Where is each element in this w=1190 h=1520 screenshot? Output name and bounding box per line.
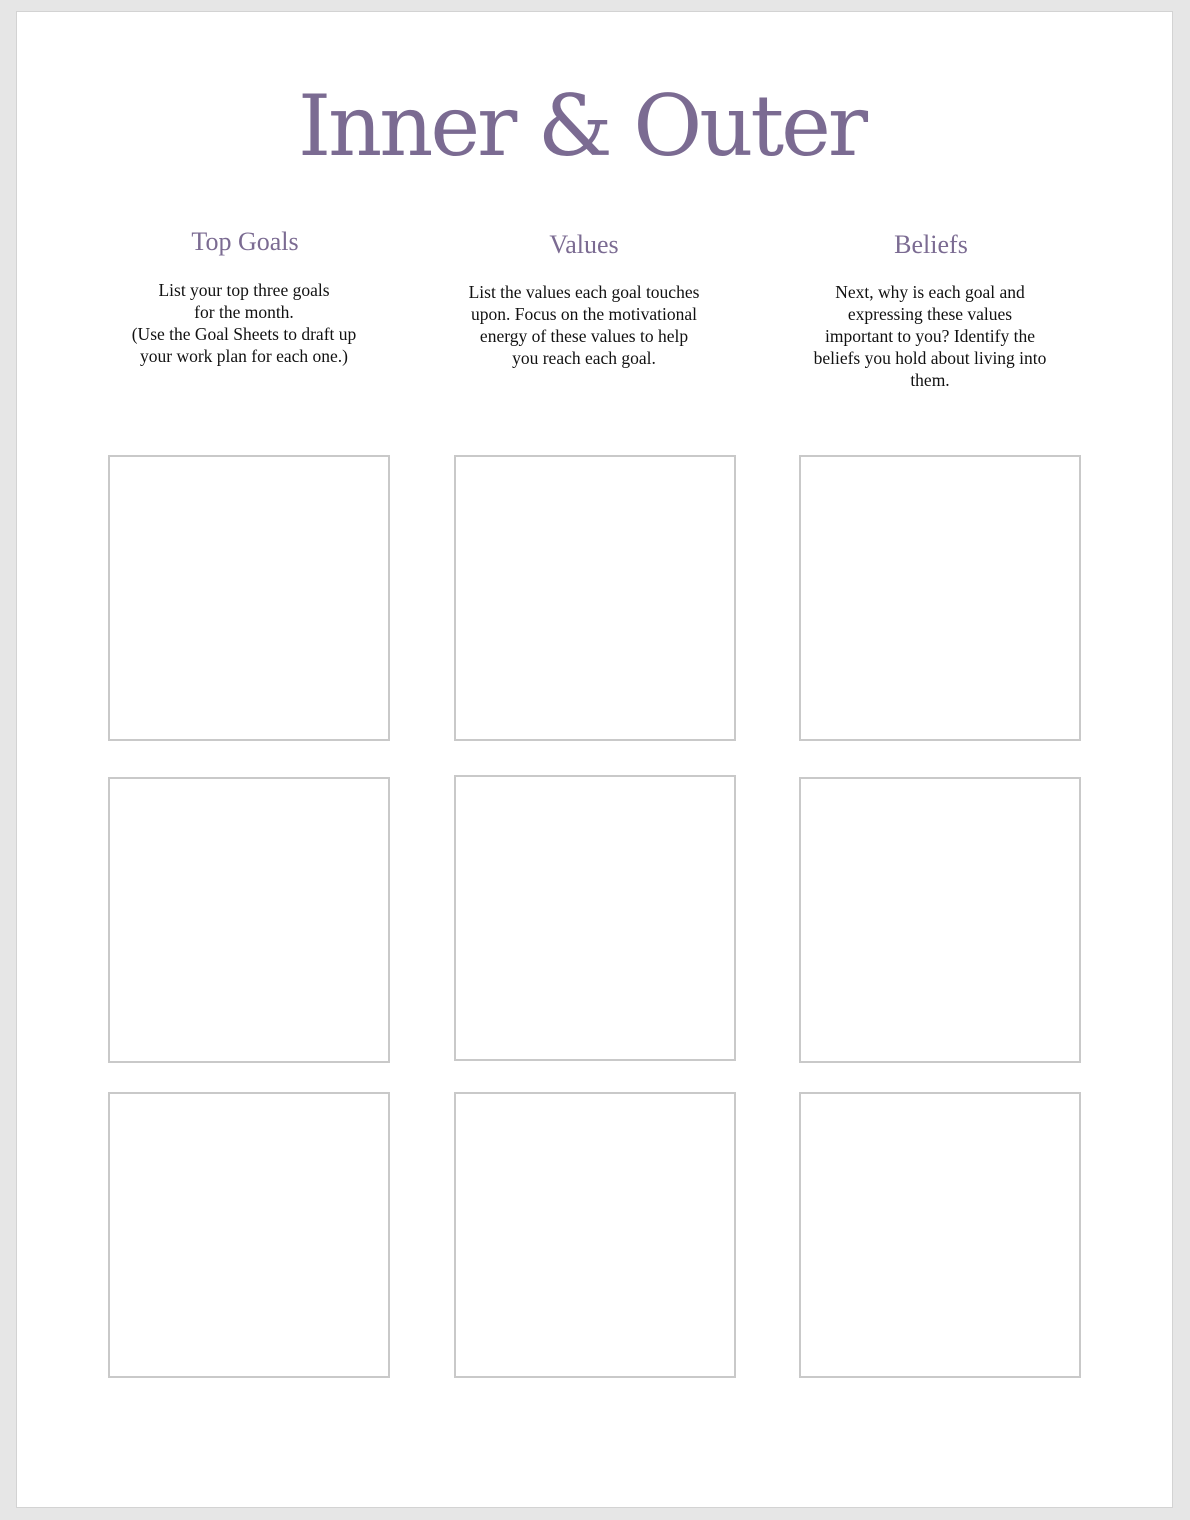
beliefs-box-2[interactable] <box>799 777 1081 1063</box>
column-heading-beliefs: Beliefs <box>894 230 968 259</box>
beliefs-box-1[interactable] <box>799 455 1081 741</box>
worksheet-page <box>16 11 1173 1508</box>
page-title: Inner & Outer <box>297 77 865 175</box>
goal-box-1[interactable] <box>108 455 390 741</box>
goal-box-3[interactable] <box>108 1092 390 1378</box>
column-heading-values: Values <box>549 230 619 259</box>
column-description-values: List the values each goal touches upon. Focus on the motivational energy of these values to help you reach each goal. <box>468 282 700 368</box>
goal-box-2[interactable] <box>108 777 390 1063</box>
values-box-1[interactable] <box>454 455 736 741</box>
values-box-2[interactable] <box>454 775 736 1061</box>
values-box-3[interactable] <box>454 1092 736 1378</box>
column-heading-top-goals: Top Goals <box>191 227 299 256</box>
column-description-top-goals: List your top three goals for the month. (Use the Goal Sheets to draft up your work plan for each one.) <box>131 280 357 366</box>
beliefs-box-3[interactable] <box>799 1092 1081 1378</box>
column-description-beliefs: Next, why is each goal and expressing these values important to you? Identify the beliefs you hold about living into them. <box>813 282 1047 390</box>
